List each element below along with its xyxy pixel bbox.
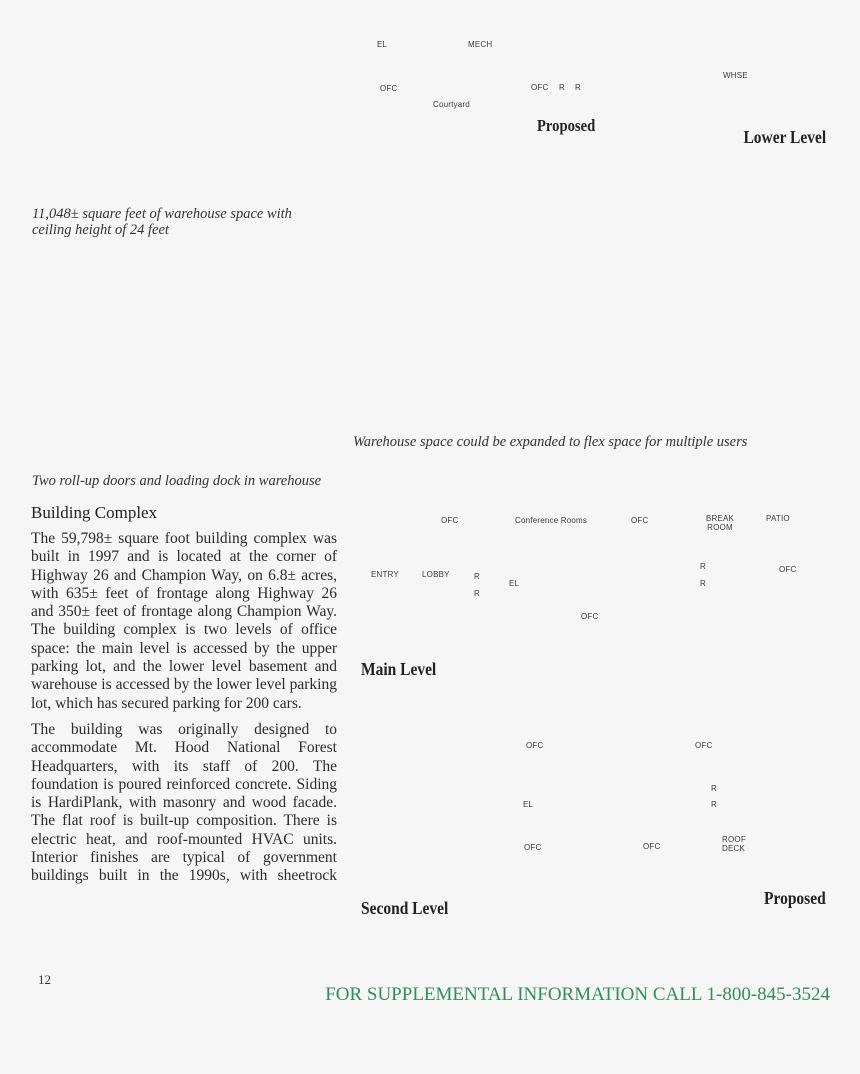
plan-label-restroom: R bbox=[711, 800, 717, 809]
plan-label-ofc: OFC bbox=[581, 612, 599, 621]
plan-label-restroom: R bbox=[575, 83, 581, 92]
plan-label-roof-deck: ROOF DECK bbox=[722, 835, 746, 853]
plan-label-el: EL bbox=[523, 800, 534, 809]
plan-label-break-room: BREAK ROOM bbox=[705, 514, 735, 532]
plan-label-patio: PATIO bbox=[766, 514, 790, 523]
plan-label-ofc: OFC bbox=[526, 741, 544, 750]
section-heading: Building Complex bbox=[31, 503, 158, 522]
plan-label-ofc: OFC bbox=[779, 565, 797, 574]
plan-label-ofc: OFC bbox=[441, 516, 459, 525]
plan-label-ofc: OFC bbox=[631, 516, 649, 525]
plan-label-restroom: R bbox=[700, 562, 706, 571]
proposed-label: Proposed bbox=[537, 116, 596, 135]
plan-label-restroom: R bbox=[711, 784, 717, 793]
plan-label-lobby: LOBBY bbox=[422, 570, 450, 579]
plan-label-ofc: OFC bbox=[524, 843, 542, 852]
plan-label-restroom: R bbox=[474, 589, 480, 598]
second-level-title: Second Level bbox=[361, 898, 449, 918]
lower-level-title: Lower Level bbox=[743, 127, 826, 147]
plan-label-el: EL bbox=[377, 40, 388, 49]
article-paragraph: The 59,798± square foot building complex was built in 1997 and is located at the corner of Highway 26 and Champion Way, on 6.8± acres, with 635± feet of frontage along Highway 26 and 350± feet of frontage along Champion Way. The building complex is two levels of office space: the main level is accessed by the upper parking lot, and the lower level basement and warehouse is accessed by the lower level parking lot, which has secured parking for 200 cars. bbox=[31, 530, 337, 712]
plan-label-restroom: R bbox=[700, 579, 706, 588]
plan-label-conference-rooms: Conference Rooms bbox=[515, 516, 588, 525]
building-complex-article bbox=[31, 503, 337, 886]
plan-label-el: EL bbox=[509, 579, 520, 588]
plan-label-ofc: OFC bbox=[380, 84, 398, 93]
plan-label-whse: WHSE bbox=[723, 71, 748, 80]
plan-label-restroom: R bbox=[474, 572, 480, 581]
plan-label-mech: MECH bbox=[468, 40, 493, 49]
supplemental-info-footer: FOR SUPPLEMENTAL INFORMATION CALL 1-800-845-3524 bbox=[325, 984, 830, 1005]
main-level-title: Main Level bbox=[361, 659, 437, 679]
warehouse-caption: 11,048± square feet of warehouse space with ceiling height of 24 feet bbox=[32, 206, 292, 238]
plan-label-ofc: OFC bbox=[695, 741, 713, 750]
article-paragraph: The building was originally designed to accommodate Mt. Hood National Forest Headquarters, with its staff of 200. The foundation is poured reinforced concrete. Siding is HardiPlank, with masonry and wood facade. The flat roof is built-up composition. There is electric heat, and roof-mounted HVAC units. Interior finishes are typical of government buildings built in the 1990s, with sheetrock bbox=[31, 720, 337, 885]
plan-label-entry: ENTRY bbox=[371, 570, 399, 579]
plan-label-restroom: R bbox=[559, 83, 565, 92]
proposed-label: Proposed bbox=[764, 888, 826, 908]
flex-space-caption: Warehouse space could be expanded to flex space for multiple users bbox=[353, 434, 748, 450]
plan-label-courtyard: Courtyard bbox=[433, 100, 470, 109]
page-number: 12 bbox=[38, 972, 51, 987]
plan-label-ofc: OFC bbox=[643, 842, 661, 851]
plan-label-ofc: OFC bbox=[531, 83, 549, 92]
rollup-doors-caption: Two roll-up doors and loading dock in warehouse bbox=[32, 473, 322, 489]
